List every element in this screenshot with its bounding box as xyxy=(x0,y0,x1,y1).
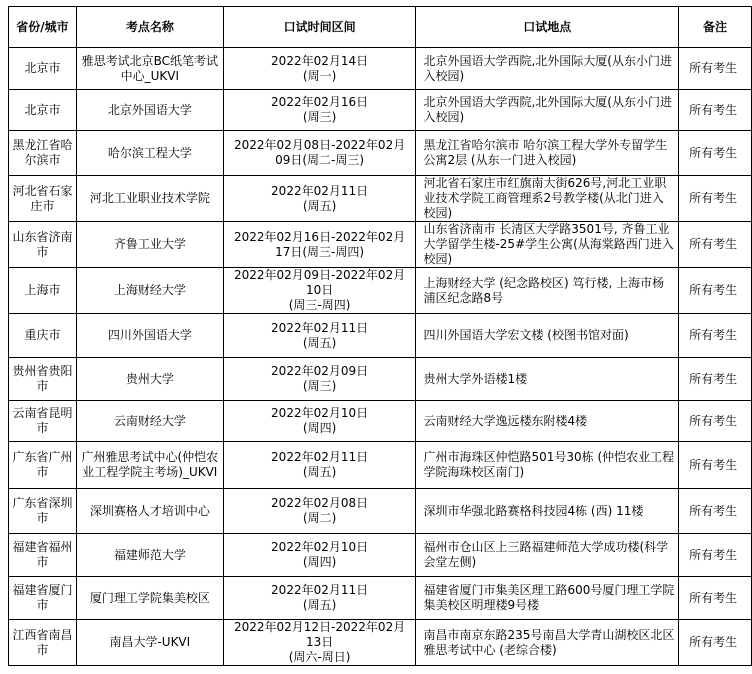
table-row xyxy=(9,620,752,666)
table-row xyxy=(9,401,752,442)
location-cell: 河北省石家庄市红旗南大街626号,河北工业职业技术学院工商管理系2号教学楼(从北门进入校园) xyxy=(416,176,679,222)
table-row xyxy=(9,268,752,314)
province-city-cell: 河北省石家庄市 xyxy=(9,176,77,222)
remark-cell: 所有考生 xyxy=(679,176,752,222)
table-row xyxy=(9,577,752,620)
location-cell: 广州市海珠区仲恺路501号30栋 (仲恺农业工程学院海珠校区南门) xyxy=(416,442,679,489)
table-row xyxy=(9,222,752,268)
time-range-cell: 2022年02月09日-2022年02月10日 (周三-周四) xyxy=(223,268,416,314)
remark-cell: 所有考生 xyxy=(679,620,752,666)
location-cell: 南昌市南京东路235号南昌大学青山湖校区北区雅思考试中心 (老综合楼) xyxy=(416,620,679,666)
province-city-cell: 广东省广州市 xyxy=(9,442,77,489)
venue-name-cell: 南昌大学-UKVI xyxy=(76,620,223,666)
table-row xyxy=(9,358,752,401)
venue-name-cell: 雅思考试北京BC纸笔考试中心_UKVI xyxy=(76,48,223,90)
time-range-cell: 2022年02月12日-2022年02月13日 (周六-周日) xyxy=(223,620,416,666)
province-city-cell: 北京市 xyxy=(9,90,77,131)
remark-cell: 所有考生 xyxy=(679,358,752,401)
table-row xyxy=(9,90,752,131)
venue-name-cell: 贵州大学 xyxy=(76,358,223,401)
venue-name-cell: 深圳赛格人才培训中心 xyxy=(76,489,223,534)
header-venue-name: 考点名称 xyxy=(76,7,223,48)
remark-cell: 所有考生 xyxy=(679,401,752,442)
time-range-cell: 2022年02月16日-2022年02月17日(周三-周四) xyxy=(223,222,416,268)
province-city-cell: 上海市 xyxy=(9,268,77,314)
province-city-cell: 黑龙江省哈尔滨市 xyxy=(9,131,77,176)
table-row xyxy=(9,176,752,222)
header-time-range: 口试时间区间 xyxy=(223,7,416,48)
table-row xyxy=(9,442,752,489)
time-range-cell: 2022年02月08日 (周二) xyxy=(223,489,416,534)
remark-cell: 所有考生 xyxy=(679,48,752,90)
venue-name-cell: 上海财经大学 xyxy=(76,268,223,314)
table-row xyxy=(9,131,752,176)
remark-cell: 所有考生 xyxy=(679,268,752,314)
venue-name-cell: 河北工业职业技术学院 xyxy=(76,176,223,222)
venue-name-cell: 厦门理工学院集美校区 xyxy=(76,577,223,620)
location-cell: 山东省济南市 长清区大学路3501号, 齐鲁工业大学留学生楼-25#学生公寓(从海棠路西门进入校园) xyxy=(416,222,679,268)
table-row xyxy=(9,489,752,534)
time-range-cell: 2022年02月11日 (周五) xyxy=(223,442,416,489)
remark-cell: 所有考生 xyxy=(679,90,752,131)
location-cell: 北京外国语大学西院,北外国际大厦(从东小门进入校园) xyxy=(416,90,679,131)
time-range-cell: 2022年02月11日 (周五) xyxy=(223,176,416,222)
location-cell: 贵州大学外语楼1楼 xyxy=(416,358,679,401)
venue-name-cell: 云南财经大学 xyxy=(76,401,223,442)
time-range-cell: 2022年02月10日 (周四) xyxy=(223,534,416,577)
table-row xyxy=(9,48,752,90)
location-cell: 黑龙江省哈尔滨市 哈尔滨工程大学外专留学生公寓2层 (从东一门进入校园) xyxy=(416,131,679,176)
location-cell: 福州市仓山区上三路福建师范大学成功楼(科学会堂左侧) xyxy=(416,534,679,577)
venue-name-cell: 广州雅思考试中心(仲恺农业工程学院主考场)_UKVI xyxy=(76,442,223,489)
province-city-cell: 福建省福州市 xyxy=(9,534,77,577)
table-row xyxy=(9,534,752,577)
venue-name-cell: 四川外国语大学 xyxy=(76,314,223,358)
time-range-cell: 2022年02月11日 (周五) xyxy=(223,314,416,358)
time-range-cell: 2022年02月11日 (周五) xyxy=(223,577,416,620)
province-city-cell: 福建省厦门市 xyxy=(9,577,77,620)
header-remark: 备注 xyxy=(679,7,752,48)
time-range-cell: 2022年02月10日 (周四) xyxy=(223,401,416,442)
venue-name-cell: 哈尔滨工程大学 xyxy=(76,131,223,176)
table-row xyxy=(9,314,752,358)
remark-cell: 所有考生 xyxy=(679,577,752,620)
location-cell: 上海财经大学 (纪念路校区) 笃行楼, 上海市杨浦区纪念路8号 xyxy=(416,268,679,314)
venue-name-cell: 福建师范大学 xyxy=(76,534,223,577)
remark-cell: 所有考生 xyxy=(679,131,752,176)
location-cell: 福建省厦门市集美区理工路600号厦门理工学院集美校区明理楼9号楼 xyxy=(416,577,679,620)
time-range-cell: 2022年02月09日 (周三) xyxy=(223,358,416,401)
time-range-cell: 2022年02月08日-2022年02月09日(周二-周三) xyxy=(223,131,416,176)
province-city-cell: 广东省深圳市 xyxy=(9,489,77,534)
time-range-cell: 2022年02月14日 (周一) xyxy=(223,48,416,90)
remark-cell: 所有考生 xyxy=(679,489,752,534)
remark-cell: 所有考生 xyxy=(679,442,752,489)
remark-cell: 所有考生 xyxy=(679,222,752,268)
venue-name-cell: 齐鲁工业大学 xyxy=(76,222,223,268)
province-city-cell: 贵州省贵阳市 xyxy=(9,358,77,401)
remark-cell: 所有考生 xyxy=(679,534,752,577)
header-location: 口试地点 xyxy=(416,7,679,48)
location-cell: 北京外国语大学西院,北外国际大厦(从东小门进入校园) xyxy=(416,48,679,90)
province-city-cell: 山东省济南市 xyxy=(9,222,77,268)
venue-name-cell: 北京外国语大学 xyxy=(76,90,223,131)
province-city-cell: 江西省南昌市 xyxy=(9,620,77,666)
header-province-city: 省份/城市 xyxy=(9,7,77,48)
location-cell: 四川外国语大学宏文楼 (校图书馆对面) xyxy=(416,314,679,358)
province-city-cell: 北京市 xyxy=(9,48,77,90)
header-row xyxy=(9,7,752,48)
province-city-cell: 重庆市 xyxy=(9,314,77,358)
remark-cell: 所有考生 xyxy=(679,314,752,358)
exam-schedule-table xyxy=(8,6,752,666)
location-cell: 云南财经大学逸远楼东附楼4楼 xyxy=(416,401,679,442)
location-cell: 深圳市华强北路赛格科技园4栋 (西) 11楼 xyxy=(416,489,679,534)
province-city-cell: 云南省昆明市 xyxy=(9,401,77,442)
time-range-cell: 2022年02月16日 (周三) xyxy=(223,90,416,131)
